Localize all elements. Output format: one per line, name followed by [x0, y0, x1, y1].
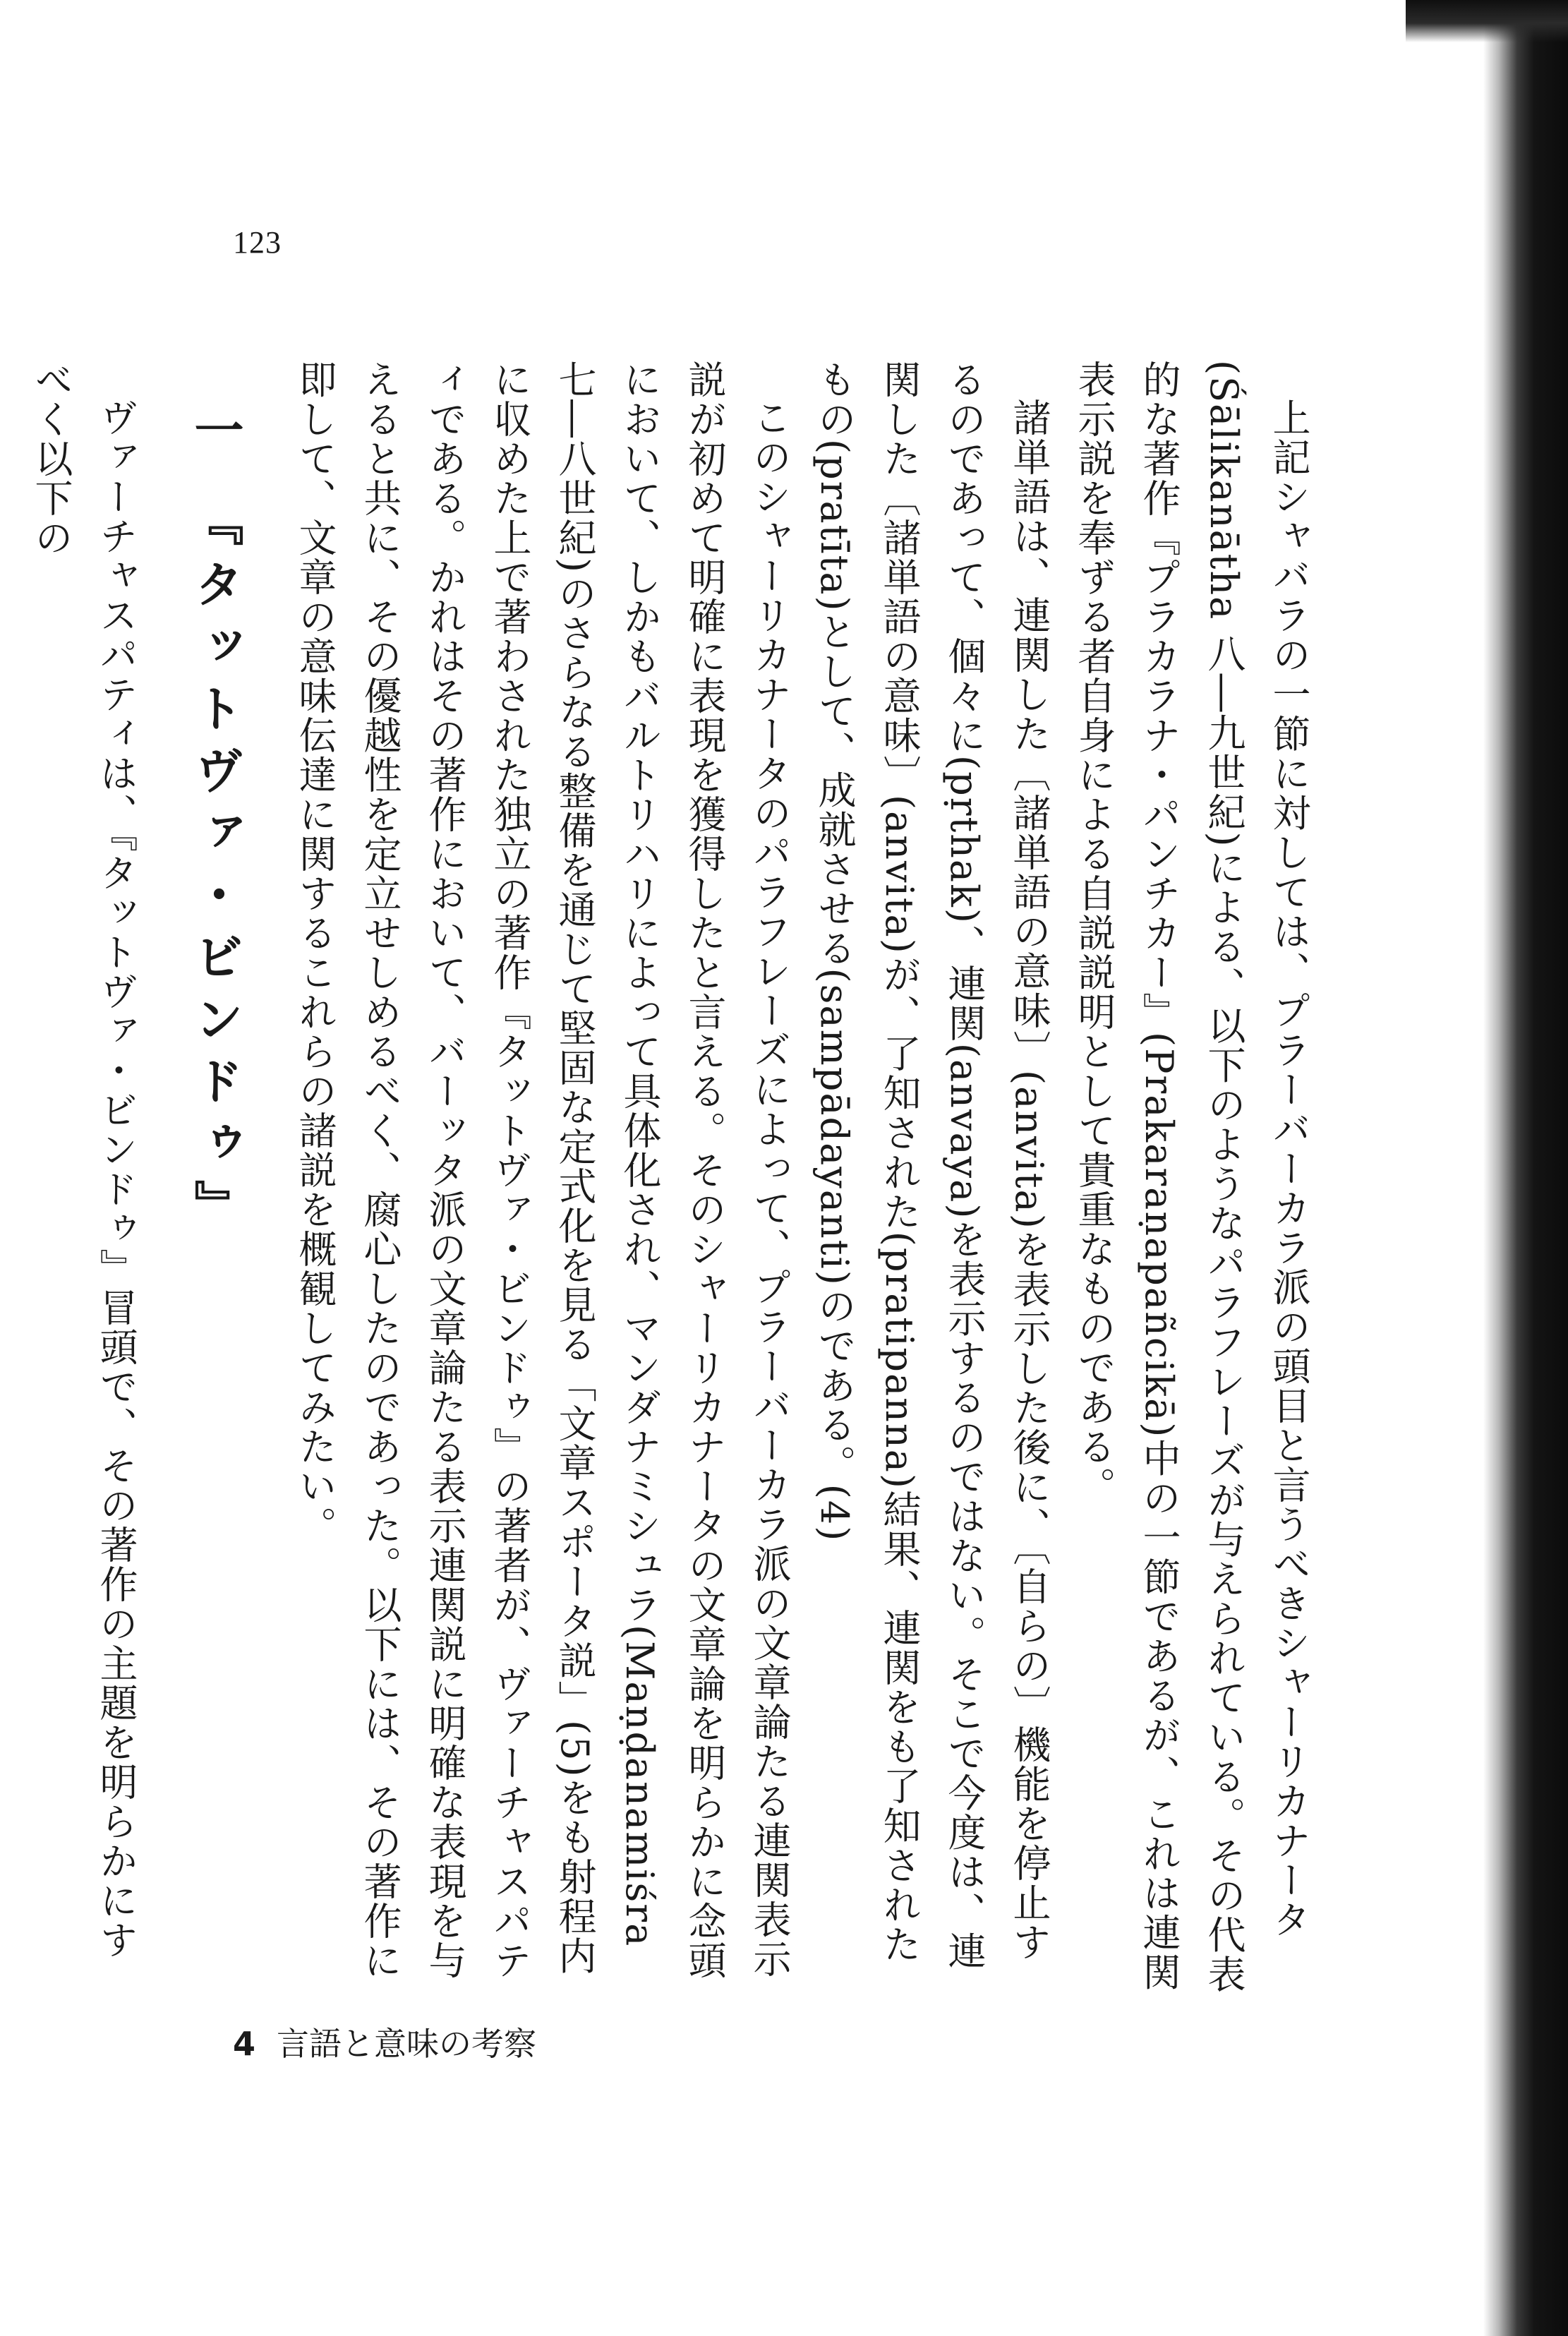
paragraph-3: このシャーリカナータのパラフレーズによって、プラーバーカラ派の文章論たる連関表示説が初めて明確に表現を獲得したと言える。そのシャーリカナータの文章論を明らかに念頭において、しかもバルトリハリによって具体化され、マンダナミシュラ(Maṇḍanamiśra 七―八世紀)のさらなる整備を通じて堅固な定式化を見る「文章スポータ説」(5)をも射程内に収めた上で著わされた独立の著作『タットヴァ・ビンドゥ』の著者が、ヴァーチャスパティである。かれはその著作において、バーッタ派の文章論たる表示連関説に明確な表現を与えると共に、その優越性を定立せしめるべく、腐心したのであった。以下には、その著作に即して、文章の意味伝達に関するこれらの諸説を概観してみたい。	[293, 360, 792, 1980]
chapter-number: 4	[233, 2025, 256, 2063]
section-heading: 一 『タットヴァ・ビンドゥ』	[186, 404, 245, 1242]
page-number: 123	[233, 225, 282, 260]
quotation-paragraph: 諸単語は、連関した〔諸単語の意味〕(anvita)を表示した後に、〔自らの〕機能を停止するのであって、個々に(pṛthak)、連関(anvaya)を表示するのではない。そこで今度は、連関した〔諸単語の意味〕(anvita)が、了知された(pratipanna)結果、連関をも了知されたもの(pratīta)として、成就させる(sampādayanti)のである。(4)	[812, 360, 1051, 1971]
chapter-title: 言語と意味の考察	[277, 2025, 537, 2063]
book-binding-shadow	[1406, 0, 1568, 42]
book-binding-edge	[1483, 0, 1568, 2336]
vertical-text-block	[18, 360, 1321, 1997]
section-paragraph: ヴァーチャスパティは、『タットヴァ・ビンドゥ』冒頭で、その著作の主題を明らかにすべく以下の	[29, 360, 138, 1960]
running-footer	[233, 2018, 536, 2065]
paragraph-1: 上記シャバラの一節に対しては、プラーバーカラ派の頭目と言うべきシャーリカナータ(Śālikanātha 八―九世紀)による、以下のようなパラフレーズが与えられている。その代表的な著作『プラカラナ・パンチカー』(Prakaraṇapañcikā)中の一節であるが、これは連関表示説を奉ずる者自身による自説説明として貴重なものである。	[1072, 360, 1311, 1994]
